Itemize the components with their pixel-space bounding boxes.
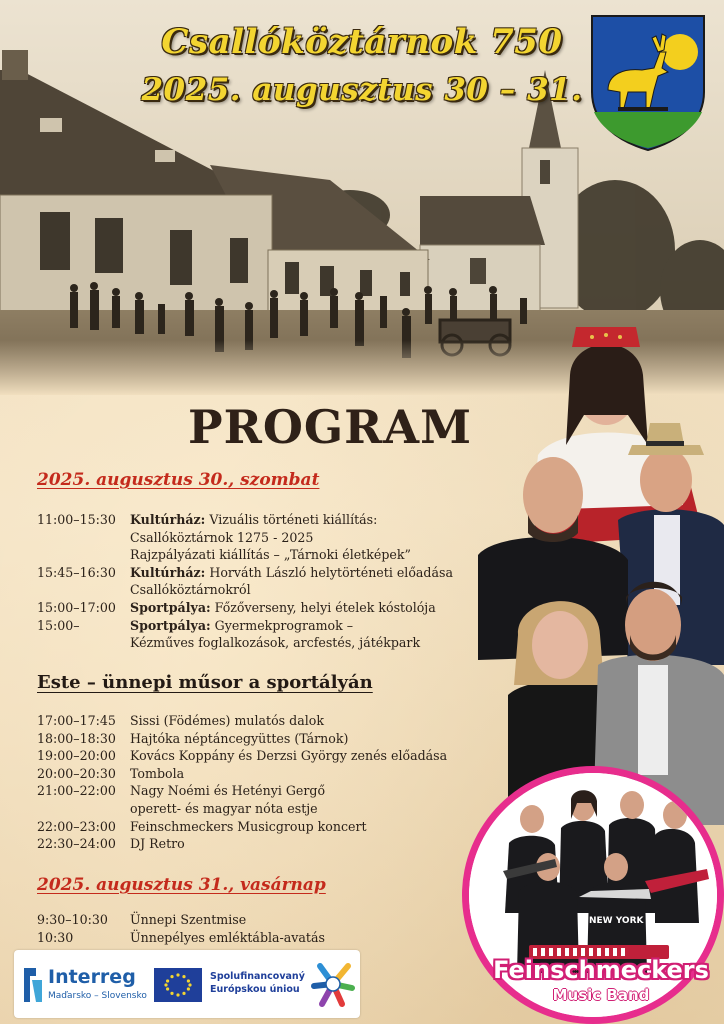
time: 20:00–20:30 xyxy=(37,765,116,781)
activity: Csallóköztárnok 1275 - 2025 xyxy=(130,529,314,545)
band-name: Feinschmeckers xyxy=(493,956,709,984)
time xyxy=(37,581,130,599)
time: 18:00–18:30 xyxy=(37,730,116,746)
activity: Csallóköztárnokról xyxy=(130,582,251,598)
activity: Gyermekprogramok – xyxy=(210,617,354,633)
schedule-row xyxy=(37,818,477,836)
day1-schedule xyxy=(37,511,477,652)
venue: Kultúrház: xyxy=(130,564,206,580)
activity: Nagy Noémi és Hetényi Gergő xyxy=(130,783,326,799)
program-heading: PROGRAM xyxy=(188,400,473,454)
day1-label: 2025. augusztus 30., szombat xyxy=(37,470,320,490)
activity: Vizuális történeti kiállítás: xyxy=(205,512,378,527)
schedule-row xyxy=(37,782,477,800)
activity: Főzőverseny, helyi ételek kóstolója xyxy=(210,599,436,615)
time xyxy=(37,529,130,547)
project-swirl-logo-icon xyxy=(310,958,356,1010)
activity: operett- és magyar nóta estje xyxy=(130,800,318,816)
time: 22:00–23:00 xyxy=(37,818,116,834)
time: 9:30–10:30 xyxy=(37,912,108,927)
time: 15:45–16:30 xyxy=(37,564,116,580)
schedule-row xyxy=(37,546,477,564)
schedule-row xyxy=(37,617,477,635)
activity: Ünnepi Szentmise xyxy=(130,912,247,927)
interreg-logo-icon xyxy=(22,966,44,1004)
schedule-row xyxy=(37,765,477,783)
band-subtitle: Music Band xyxy=(552,986,650,1004)
activity: Ünnepélyes emléktábla-avatás xyxy=(130,929,325,945)
eu-flag-icon xyxy=(154,968,202,1002)
interreg-subtitle: Maďarsko – Slovensko xyxy=(48,991,147,1001)
venue: Kultúrház: xyxy=(130,512,206,527)
schedule-row xyxy=(37,911,477,929)
activity: Kovács Koppány és Derzsi György zenés előadása xyxy=(130,748,448,764)
schedule-row xyxy=(37,581,477,599)
day2-label: 2025. augusztus 31., vasárnap xyxy=(37,875,326,895)
time xyxy=(37,800,130,818)
schedule-row xyxy=(37,747,477,765)
eu-text-line2: Európskou úniou xyxy=(210,984,300,995)
day2-schedule xyxy=(37,911,477,946)
schedule-row xyxy=(37,835,477,853)
sponsor-logos-bar xyxy=(14,950,360,1018)
band-shirt-text: NEW YORK xyxy=(589,916,644,926)
time: 11:00–15:30 xyxy=(37,512,116,527)
interreg-name: Interreg xyxy=(48,966,136,988)
schedule-row xyxy=(37,564,477,582)
activity: Feinschmeckers Musicgroup koncert xyxy=(130,818,367,834)
schedule-row xyxy=(37,712,477,730)
evening-schedule xyxy=(37,712,477,853)
event-title: Csallóköztárnok 750 xyxy=(161,22,563,62)
time xyxy=(37,634,130,652)
eu-text-line1: Spolufinancovaný xyxy=(210,971,305,982)
schedule-row xyxy=(37,730,477,748)
activity: Tombola xyxy=(130,765,185,781)
time: 21:00–22:00 xyxy=(37,783,116,799)
schedule-row xyxy=(37,929,477,947)
activity: Kézműves foglalkozások, arcfestés, játékpark xyxy=(130,635,421,651)
schedule-row xyxy=(37,529,477,547)
evening-label: Este – ünnepi műsor a sportályán xyxy=(37,672,373,693)
venue: Sportpálya: xyxy=(130,599,211,615)
eu-cofinanced-text xyxy=(210,970,305,996)
time: 15:00– xyxy=(37,617,80,633)
time: 15:00–17:00 xyxy=(37,599,116,615)
schedule-row xyxy=(37,800,477,818)
time: 19:00–20:00 xyxy=(37,748,116,764)
activity: Sissi (Födémes) mulatós dalok xyxy=(130,713,324,728)
time: 17:00–17:45 xyxy=(37,713,116,728)
activity: Rajzpályázati kiállítás – „Tárnoki életképek” xyxy=(130,547,411,563)
schedule-row xyxy=(37,634,477,652)
coat-of-arms-deer-icon xyxy=(588,12,708,152)
performers-photo xyxy=(478,305,724,825)
schedule-row xyxy=(37,511,477,529)
time xyxy=(37,546,130,564)
activity: DJ Retro xyxy=(130,836,185,852)
time: 10:30 xyxy=(37,929,74,945)
activity: Hajtóka néptáncegyüttes (Tárnok) xyxy=(130,730,349,746)
time: 22:30–24:00 xyxy=(37,836,116,852)
schedule-row xyxy=(37,599,477,617)
activity: Horváth László helytörténeti előadása xyxy=(205,564,453,580)
event-date: 2025. augusztus 30 – 31. xyxy=(141,72,583,108)
venue: Sportpálya: xyxy=(130,617,211,633)
